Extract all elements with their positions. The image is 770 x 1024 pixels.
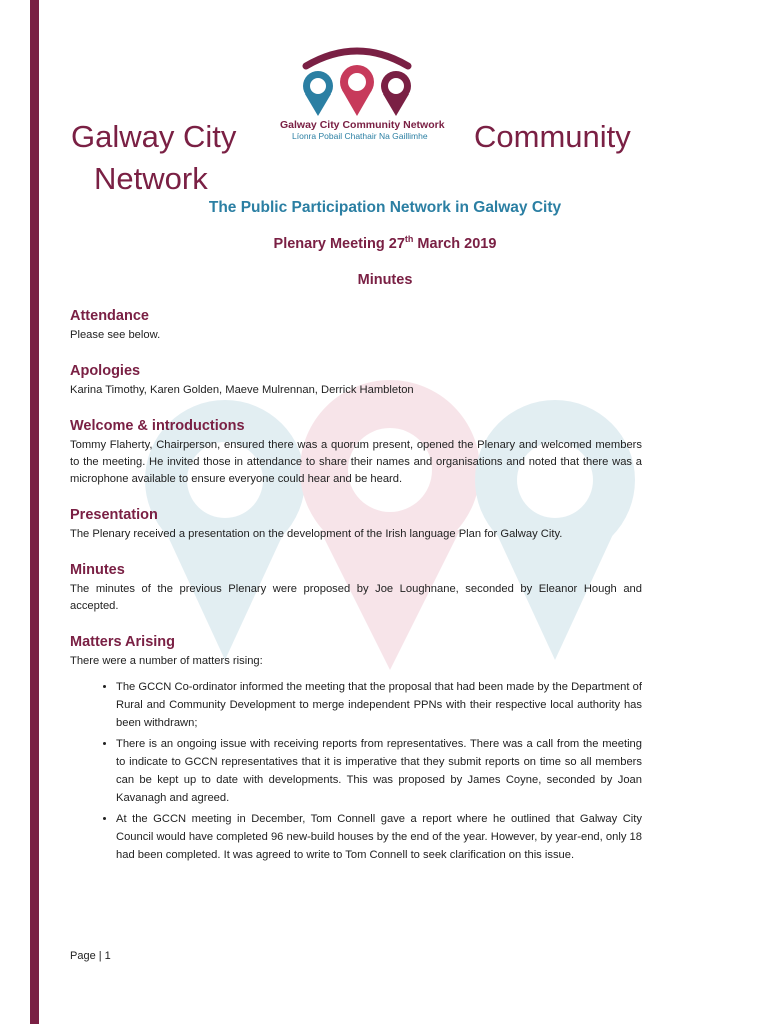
list-item: • At the GCCN meeting in December, Tom Connell gave a report where he outlined that Galway City Council would have completed 96 new-build houses by the end of the year. However, by year-end, only 18 had been completed. It was agreed to write to Tom Connell to seek clarification on this issue. <box>116 810 642 864</box>
welcome-body: Tommy Flaherty, Chairperson, ensured there was a quorum present, opened the Plenary and welcomed members to the meeting. He invited those in attendance to share their names and organisations and noted that there was a microphone available to ensure everyone could hear and be heard. <box>70 439 642 485</box>
matters-list <box>70 678 642 864</box>
minutes-title: Minutes <box>357 272 413 288</box>
matters-intro: There were a number of matters rising: <box>70 655 263 667</box>
logo-pin-right <box>381 71 411 116</box>
apologies-heading: Apologies <box>70 363 141 379</box>
logo-text-english: Galway City Community Network <box>280 119 445 131</box>
minutes-body: The minutes of the previous Plenary were proposed by Joe Loughnane, seconded by Eleanor Hough and accepted. <box>70 583 642 612</box>
page-title-line2: Network <box>94 161 208 196</box>
list-item: • The GCCN Co-ordinator informed the meeting that the proposal that had been made by the Department of Rural and Community Development to merge independent PPNs with their respective local authority has been withdrawn; <box>116 678 642 732</box>
page-number: Page | 1 <box>70 950 111 962</box>
left-margin-bar <box>30 0 39 1024</box>
page-title-right: Community <box>474 119 631 154</box>
minutes-heading: Minutes <box>70 562 125 578</box>
attendance-heading: Attendance <box>70 308 149 324</box>
meeting-date: Plenary Meeting 27th March 2019 <box>273 234 497 252</box>
subtitle: The Public Participation Network in Galway City <box>208 199 562 216</box>
list-item: • There is an ongoing issue with receiving reports from representatives. There was a call from the meeting to indicate to GCCN representatives that it is imperative that they submit reports on time so all members can be kept up to date with developments. This was proposed by James Coyne, seconded by Joan Kavanagh and agreed. <box>116 735 642 807</box>
matters-heading: Matters Arising <box>70 634 176 650</box>
attendance-body: Please see below. <box>70 329 161 341</box>
minutes-content <box>70 308 642 867</box>
logo-pin-center <box>340 65 374 116</box>
page-title-left: Galway City <box>71 119 237 154</box>
apologies-body: Karina Timothy, Karen Golden, Maeve Mulrennan, Derrick Hambleton <box>70 384 414 396</box>
welcome-heading: Welcome & introductions <box>70 418 245 434</box>
logo-text-irish: Líonra Pobail Chathair Na Gaillimhe <box>292 131 428 141</box>
presentation-heading: Presentation <box>70 507 158 523</box>
presentation-body: The Plenary received a presentation on the development of the Irish language Plan for Galway City. <box>70 528 563 540</box>
logo-pin-left <box>303 71 333 116</box>
